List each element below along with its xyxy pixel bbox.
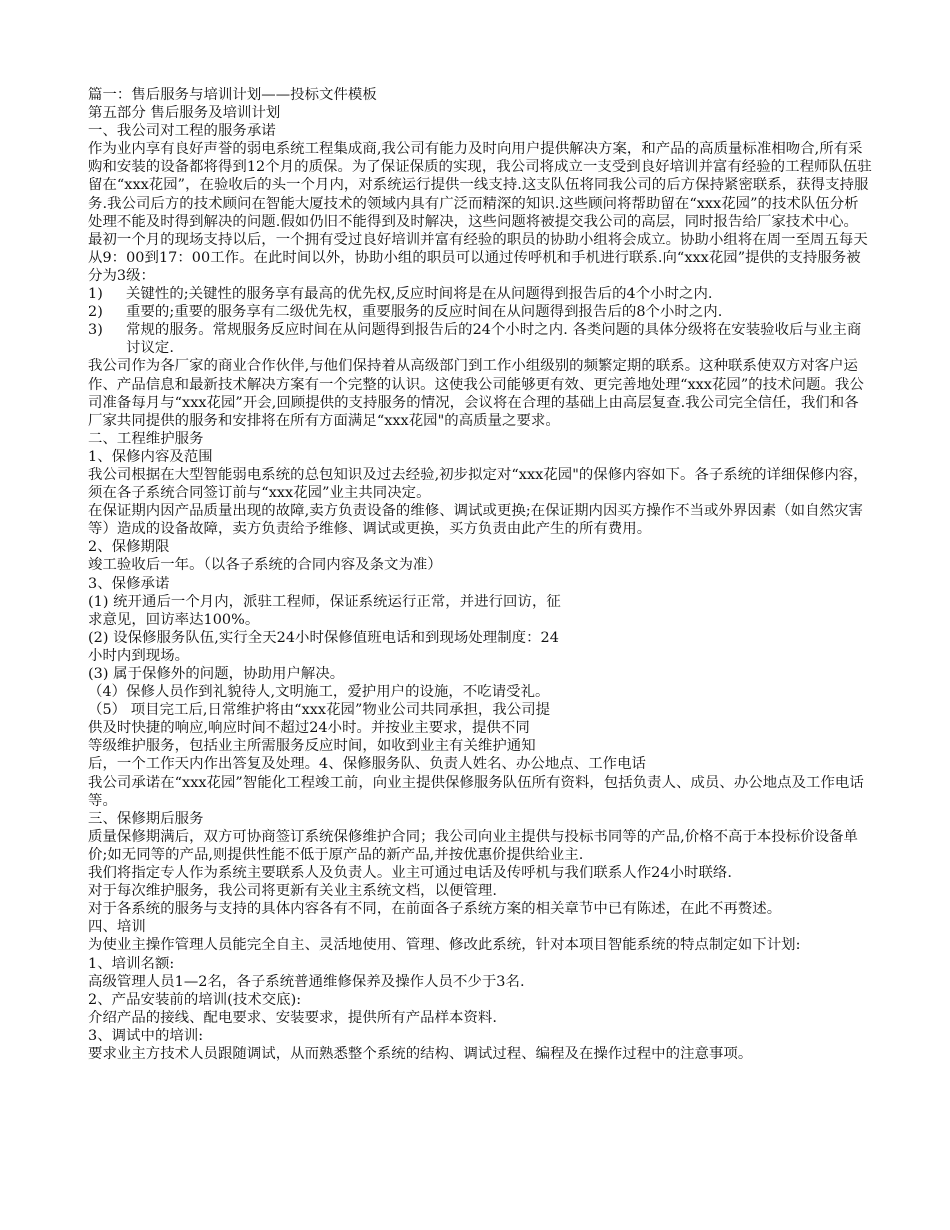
list-item-important: [88, 303, 872, 321]
promise-line: 后，一个工作天内作出答复及处理。4、保修服务队、负责人姓名、办公地点、工作电话: [88, 756, 646, 773]
list-item-number: 2): [88, 304, 103, 321]
list-item-number: 1): [88, 286, 103, 303]
subheading-training-quota: 1、培训名额:: [88, 955, 175, 972]
document-page: [88, 86, 872, 1063]
promise-line: (1) 统开通后一个月内，派驻工程师，保证系统运行正常，并进行回访，征: [88, 593, 561, 610]
section-heading-training: 四、培训: [88, 919, 146, 936]
paragraph-pre-install-training: 介绍产品的接线、配电要求、安装要求，提供所有产品样本资料.: [88, 1009, 497, 1026]
paragraph-service-team-info: 我公司承诺在“xxx花园”智能化工程竣工前，向业主提供保修服务队伍所有资料，包括负责人、成员、办公地点及工作电话等。: [88, 774, 864, 809]
list-item-text: 关键性的;关键性的服务享有最高的优先权,反应时间将是在从问题得到报告后的4个小时之内.: [126, 286, 713, 303]
paragraph-documentation: 对于每次维护服务，我公司将更新有关业主系统文档，以便管理.: [88, 883, 497, 900]
paragraph-warranty-scope: 我公司根据在大型智能弱电系统的总包知识及过去经验,初步拟定对“xxx花园"的保修内容如下。各子系统的详细保修内容，须在各子系统合同签订前与“xxx花园”业主共同决定。: [88, 466, 868, 502]
paragraph-commissioning-training: 要求业主方技术人员跟随调试，从而熟悉整个系统的结构、调试过程、编程及在操作过程中的注意事项。: [88, 1045, 753, 1062]
list-item-routine: [88, 321, 872, 357]
paragraph-post-warranty-contract: 质量保修期满后，双方可协商签订系统保修维护合同；我公司向业主提供与投标书同等的产品,价格不高于本投标价设备单价;如无同等的产品,则提供性能不低于原产品的新产品,并按优惠价提供给业主.: [88, 828, 858, 863]
list-item-text: 常规的服务。常规服务反应时间在从问题得到报告后的24个小时之内. 各类问题的具体分级将在安装验收后与业主商讨议定.: [126, 322, 862, 357]
promise-line: （4）保修人员作到礼貌待人,文明施工，爱护用户的设施，不吃请受礼。: [88, 684, 550, 701]
paragraph-details-reference: 对于各系统的服务与支持的具体内容各有不同，在前面各子系统方案的相关章节中已有陈述，在此不再赘述。: [88, 901, 782, 918]
subheading-warranty-period: 2、保修期限: [88, 539, 170, 556]
subheading-pre-install-training: 2、产品安装前的培训(技术交底):: [88, 991, 302, 1008]
promise-line: 供及时快捷的响应,响应时间不超过24小时。并按业主要求，提供不同: [88, 720, 530, 737]
promise-line: 求意见，回访率达100%。: [88, 611, 260, 628]
list-item-text: 重要的;重要的服务享有二级优先权，重要服务的反应时间在从问题得到报告后的8个小时之内.: [126, 304, 723, 321]
document-title: 篇一：售后服务与培训计划——投标文件模板: [88, 87, 377, 103]
promise-line: (2) 设保修服务队伍,实行全天24小时保修值班电话和到现场处理制度：24: [88, 629, 559, 646]
section-heading-service-commitment: 一、我公司对工程的服务承诺: [88, 123, 276, 140]
paragraph-contact-person: 我们将指定专人作为系统主要联系人及负责人。业主可通过电话及传呼机与我们联系人作24小时联络.: [88, 865, 732, 882]
subheading-warranty-promise: 3、保修承诺: [88, 575, 170, 592]
promise-line: （5） 项目完工后,日常维护将由“xxx花园”物业公司共同承担，我公司提: [88, 702, 551, 719]
subheading-warranty-scope: 1、保修内容及范围: [88, 448, 213, 465]
paragraph-partner-relations: 我公司作为各厂家的商业合作伙伴,与他们保持着从高级部门到工作小组级别的频繁定期的联系。这种联系使双方对客户运作、产品信息和最新技术解决方案有一个完整的认识。这使我公司能够更有效、更完善地处理“xxx花园”的技术问题。我公司准备每月与“xxx花园”开会,回顾提供的支持服务的情况，会议将在合理的基础上由高层复查.我公司完全信任，我们和各厂家共同提供的服务和安排将在所有方面满足“xxx花园"的高质量之要求。: [88, 358, 864, 429]
section-heading-post-warranty: 三、保修期后服务: [88, 810, 204, 827]
promise-line: (3) 属于保修外的问题，协助用户解决。: [88, 666, 345, 682]
section-heading-maintenance: 二、工程维护服务: [88, 430, 204, 447]
part-heading: 第五部分 售后服务及培训计划: [88, 105, 281, 122]
subheading-commissioning-training: 3、调试中的培训:: [88, 1027, 204, 1044]
paragraph-warranty-intro: 作为业内享有良好声誉的弱电系统工程集成商,我公司有能力及时向用户提供解决方案，和产品的高质量标准相吻合,所有采购和安装的设备都将得到12个月的质保。为了保证保质的实现，我公司将成立一支受到良好培训并富有经验的工程师队伍驻留在“xxx花园”，在验收后的头一个月内，对系统运行提供一线支持.这支队伍将同我公司的后方保持紧密联系，获得支持服务.我公司后方的技术顾问在智能大厦技术的领域内具有广泛而精深的知识.这些顾问将帮助留在“xxx花园”的技术队伍分析处理不能及时得到解决的问题.假如仍旧不能得到及时解决，这些问题将被提交我公司的高层，同时报告给厂家技术中心。: [88, 141, 872, 230]
paragraph-warranty-period: 竣工验收后一年。（以各子系统的合同内容及条文为准）: [88, 557, 442, 574]
list-item-number: 3): [88, 322, 103, 339]
promise-line: 等级维护服务，包括业主所需服务反应时间，如收到业主有关维护通知: [88, 738, 536, 755]
paragraph-training-quota: 高级管理人员1—2名，各子系统普通维修保养及操作人员不少于3名.: [88, 973, 525, 990]
paragraph-support-team: 最初一个月的现场支持以后，一个拥有受过良好培训并富有经验的职员的协助小组将会成立。协助小组将在周一至周五每天从9：00到17：00工作。在此时间以外，协助小组的职员可以通过传呼机和手机进行联系.向“xxx花园”提供的支持服务被分为3级：: [88, 231, 868, 284]
list-item-critical: [88, 285, 872, 303]
paragraph-fault-responsibility: 在保证期内因产品质量出现的故障,卖方负责设备的维修、调试或更换;在保证期内因买方操作不当或外界因素（如自然灾害等）造成的设备故障，卖方负责给予维修、调试或更换，买方负责由此产生的所有费用。: [88, 503, 863, 538]
promise-line: 小时内到现场。: [88, 647, 190, 664]
paragraph-training-intro: 为使业主操作管理人员能完全自主、灵活地使用、管理、修改此系统，针对本项目智能系统的特点制定如下计划:: [88, 937, 801, 954]
